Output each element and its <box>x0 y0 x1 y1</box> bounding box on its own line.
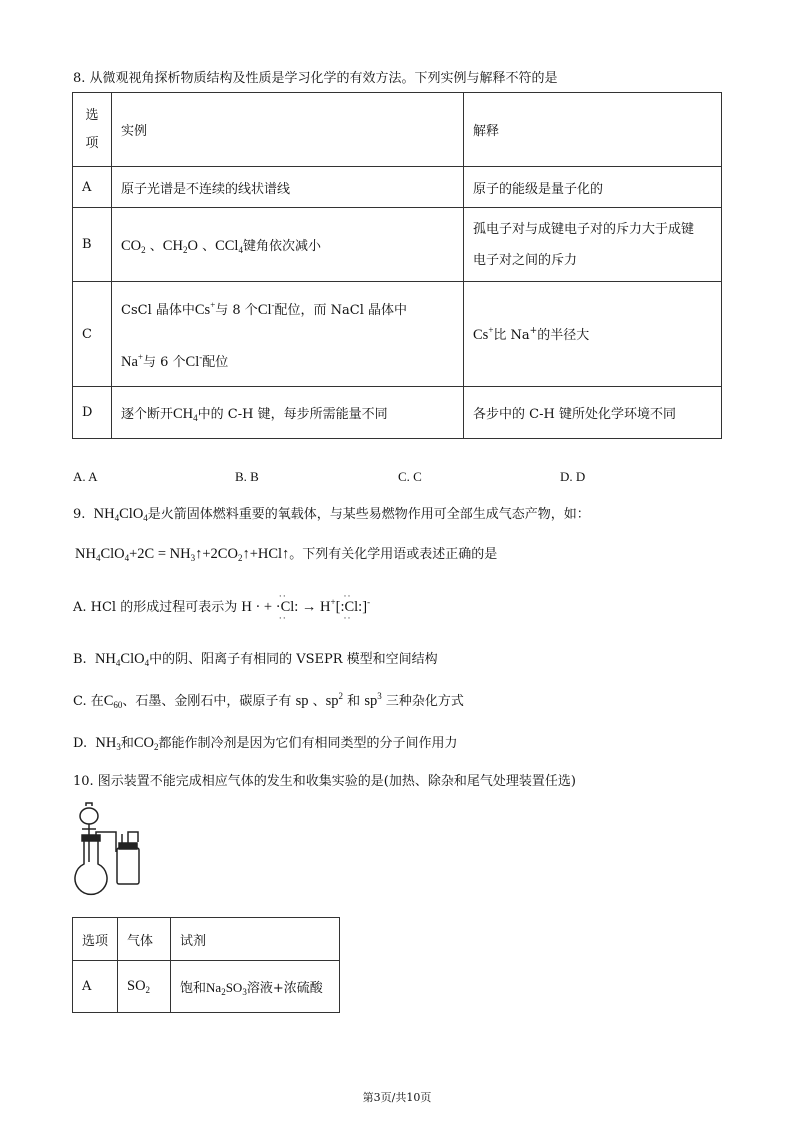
row-example: CsCl 晶体中Cs+与 8 个Cl-配位，而 NaCl 晶体中 Na+与 6 个Cl-配位 <box>112 282 464 387</box>
row-option: A <box>73 167 112 208</box>
lewis-cl-ion: ·· :Cl: ·· <box>340 591 363 623</box>
table-row <box>73 961 340 1013</box>
header-option: 选项 <box>73 918 118 961</box>
q10-table <box>72 917 340 1013</box>
table-row <box>73 167 722 208</box>
table-row <box>73 282 722 387</box>
stopper <box>82 835 100 841</box>
header-explanation: 解释 <box>464 93 722 167</box>
choice-a: A. A <box>73 469 98 484</box>
row-example: 逐个断开$CH_4$中的 C-H 键，每步所需能量不同 <box>112 387 464 439</box>
header-example: 实例 <box>112 93 464 167</box>
table-header-row <box>73 93 722 167</box>
q9-stem: 9. $NH_4ClO_4$是火箭固体燃料重要的氧载体，与某些易燃物作用可全部生成气态产物，如： <box>73 506 590 523</box>
header-gas: 气体 <box>118 918 171 961</box>
header-reagent: 试剂 <box>171 918 340 961</box>
row-explanation: Cs+比 Na+的半径大 <box>464 282 722 387</box>
choice-c: C. C <box>398 469 422 484</box>
gas-apparatus-diagram <box>72 798 152 904</box>
table-row <box>73 208 722 282</box>
table-header-row <box>73 918 340 961</box>
q10-stem: 10. 图示装置不能完成相应气体的发生和收集实验的是(加热、除杂和尾气处理装置任选) <box>73 774 576 789</box>
row-gas: $SO_2$ <box>118 961 171 1013</box>
row-option: D <box>73 387 112 439</box>
q9-option-a: A. HCl 的形成过程可表示为 H · + ·· ·Cl: ·· → H+[ ·· :Cl: ·· ]- <box>73 591 371 623</box>
row-example: 原子光谱是不连续的线状谱线 <box>112 167 464 208</box>
row-option: B <box>73 208 112 282</box>
round-flask <box>75 836 107 894</box>
gas-jar <box>117 848 139 884</box>
funnel-bulb <box>80 808 98 824</box>
row-explanation: 原子的能级是量子化的 <box>464 167 722 208</box>
row-reagent: 饱和$Na_2SO_3$溶液+浓硫酸 <box>171 961 340 1013</box>
lewis-cl-atom: ·· ·Cl: ·· <box>275 591 299 623</box>
q8-table <box>72 92 722 439</box>
header-option: 选 项 <box>73 93 112 167</box>
choice-d: D. D <box>560 469 586 484</box>
choice-b: B. B <box>235 469 259 484</box>
row-option: A <box>73 961 118 1013</box>
q9-option-b: B. $NH_4ClO_4$中的阴、阳离子有相同的 VSEPR 模型和空间结构 <box>73 651 438 668</box>
row-explanation: 各步中的 C-H 键所处化学环境不同 <box>464 387 722 439</box>
q8-stem: 8. 从微观视角探析物质结构及性质是学习化学的有效方法。下列实例与解释不符的是 <box>73 71 558 86</box>
q9-option-c: C. 在$C_{60}$、石墨、金刚石中，碳原子有 sp 、$sp^2$ 和 $sp^3$ 三种杂化方式 <box>73 691 464 710</box>
row-option: C <box>73 282 112 387</box>
q9-option-d: D. $NH_3$和$CO_2$都能作制冷剂是因为它们有相同类型的分子间作用力 <box>73 735 458 752</box>
row-example: $CO_2$ 、$CH_2O$ 、CCl$_4$键角依次减小 <box>112 208 464 282</box>
q9-equation: $NH_4ClO_4+2C$ = $NH_3↑+2CO_2↑+HCl↑$。下列有关化学用语或表述正确的是 <box>75 546 498 563</box>
page-footer: 第3页/共10页 <box>362 1091 432 1104</box>
row-explanation: 孤电子对与成键电子对的斥力大于成键 电子对之间的斥力 <box>464 208 722 282</box>
table-row <box>73 387 722 439</box>
